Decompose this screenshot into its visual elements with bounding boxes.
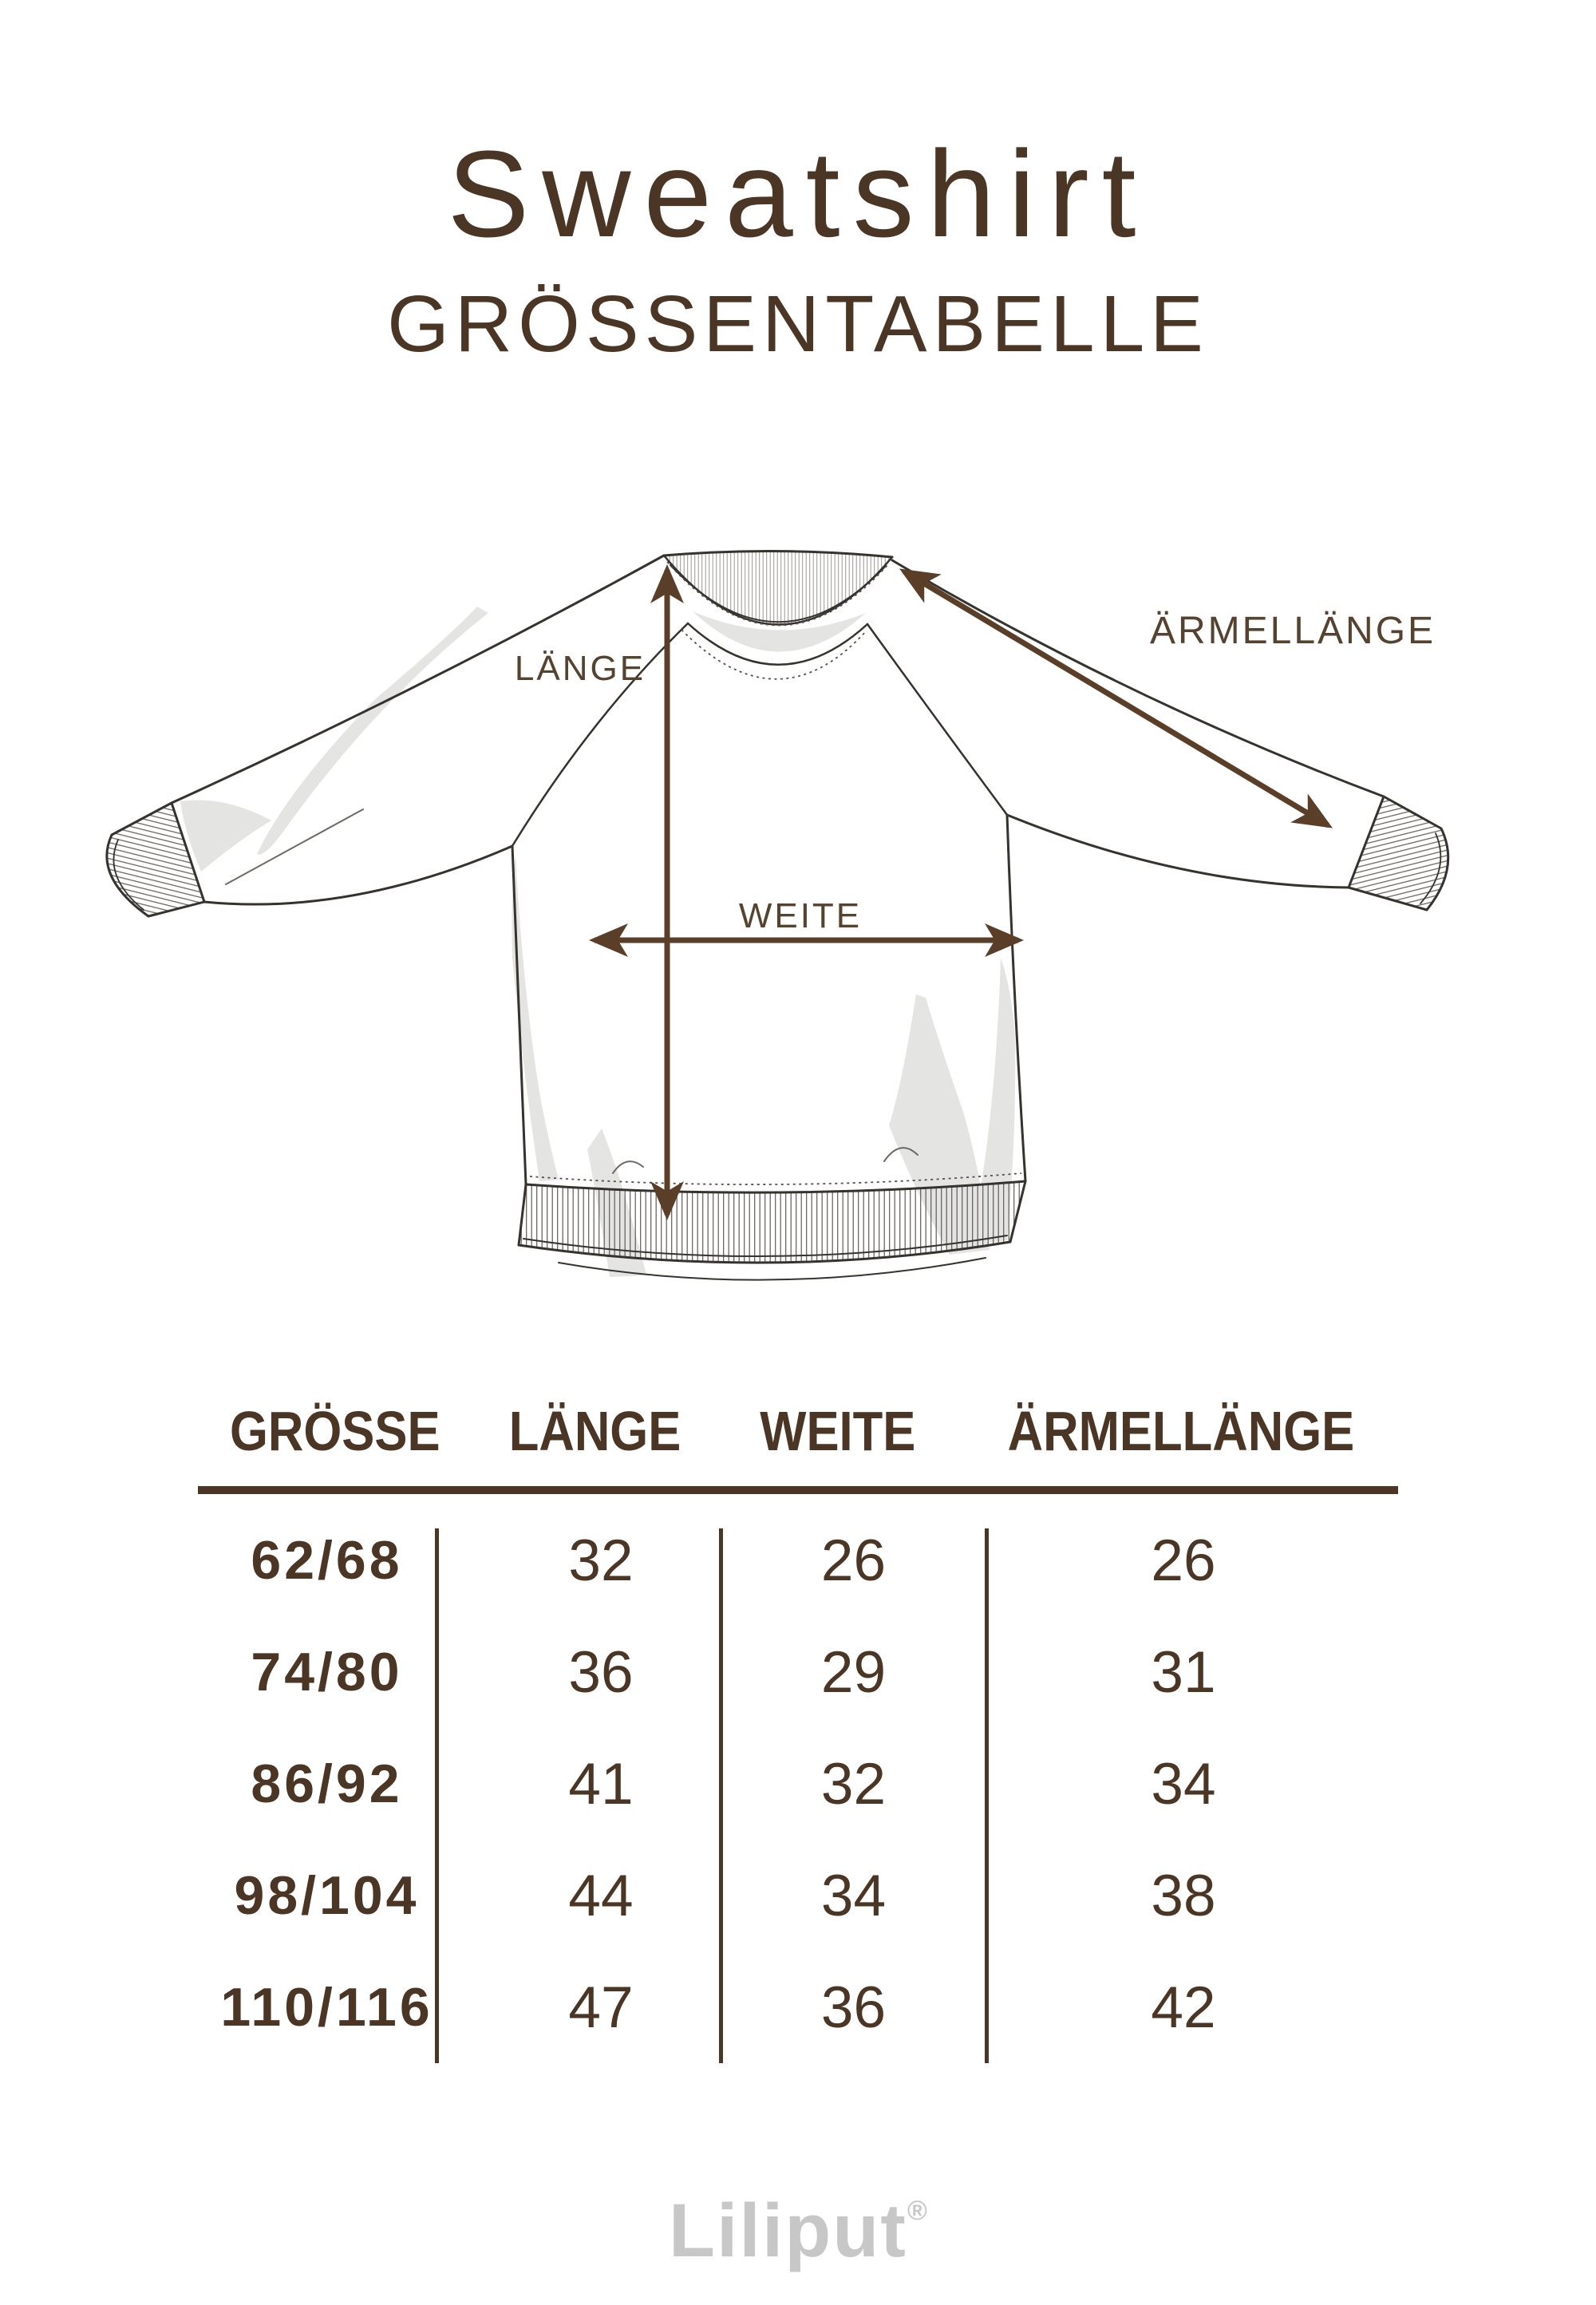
weite-cell: 26	[820, 1528, 887, 1593]
weite-cell: 34	[820, 1863, 887, 1928]
aermellaenge-cell: 42	[1151, 1975, 1216, 2040]
table-row	[198, 1616, 1398, 1728]
aermellaenge-cell: 34	[1151, 1751, 1216, 1817]
aermellaenge-cell: 38	[1151, 1863, 1216, 1928]
laenge-cell: 47	[568, 1975, 634, 2040]
table-header-row	[198, 1400, 1398, 1462]
sweatshirt-diagram	[0, 495, 1596, 1413]
laenge-cell: 32	[568, 1528, 634, 1593]
laenge-cell: 41	[568, 1751, 634, 1817]
size-cell: 110/116	[220, 1977, 433, 2038]
weite-cell: 36	[820, 1975, 887, 2040]
page-subtitle: GRÖSSENTABELLE	[387, 279, 1209, 369]
weite-cell: 29	[820, 1639, 887, 1705]
size-cell: 62/68	[251, 1530, 403, 1591]
table-row	[198, 1840, 1398, 1951]
table-row	[198, 1504, 1398, 1616]
table-header-aermellaenge: ÄRMELLÄNGE	[1007, 1400, 1355, 1462]
table-body	[198, 1504, 1398, 2063]
size-cell: 74/80	[251, 1642, 403, 1702]
size-cell: 86/92	[251, 1753, 403, 1814]
page-title: Sweatshirt	[447, 125, 1149, 263]
table-header-weite: WEITE	[759, 1400, 916, 1462]
aermellaenge-label: ÄRMELLÄNGE	[1149, 610, 1436, 652]
registered-trademark-icon: ®	[907, 2196, 927, 2226]
weite-cell: 32	[820, 1751, 887, 1817]
brand-name: Liliput	[669, 2188, 907, 2273]
laenge-label: LÄNGE	[514, 649, 646, 688]
weite-label: WEITE	[738, 896, 863, 935]
aermellaenge-cell: 31	[1151, 1639, 1216, 1705]
laenge-cell: 36	[568, 1639, 634, 1705]
laenge-cell: 44	[568, 1863, 634, 1928]
size-cell: 98/104	[234, 1865, 420, 1926]
table-header-rule	[198, 1486, 1398, 1494]
table-row	[198, 1728, 1398, 1840]
table-header-laenge: LÄNGE	[508, 1400, 681, 1462]
aermellaenge-cell: 26	[1151, 1528, 1216, 1593]
table-row	[198, 1951, 1398, 2063]
brand-logo	[0, 2188, 1596, 2273]
table-header-groesse: GRÖSSE	[229, 1400, 440, 1462]
